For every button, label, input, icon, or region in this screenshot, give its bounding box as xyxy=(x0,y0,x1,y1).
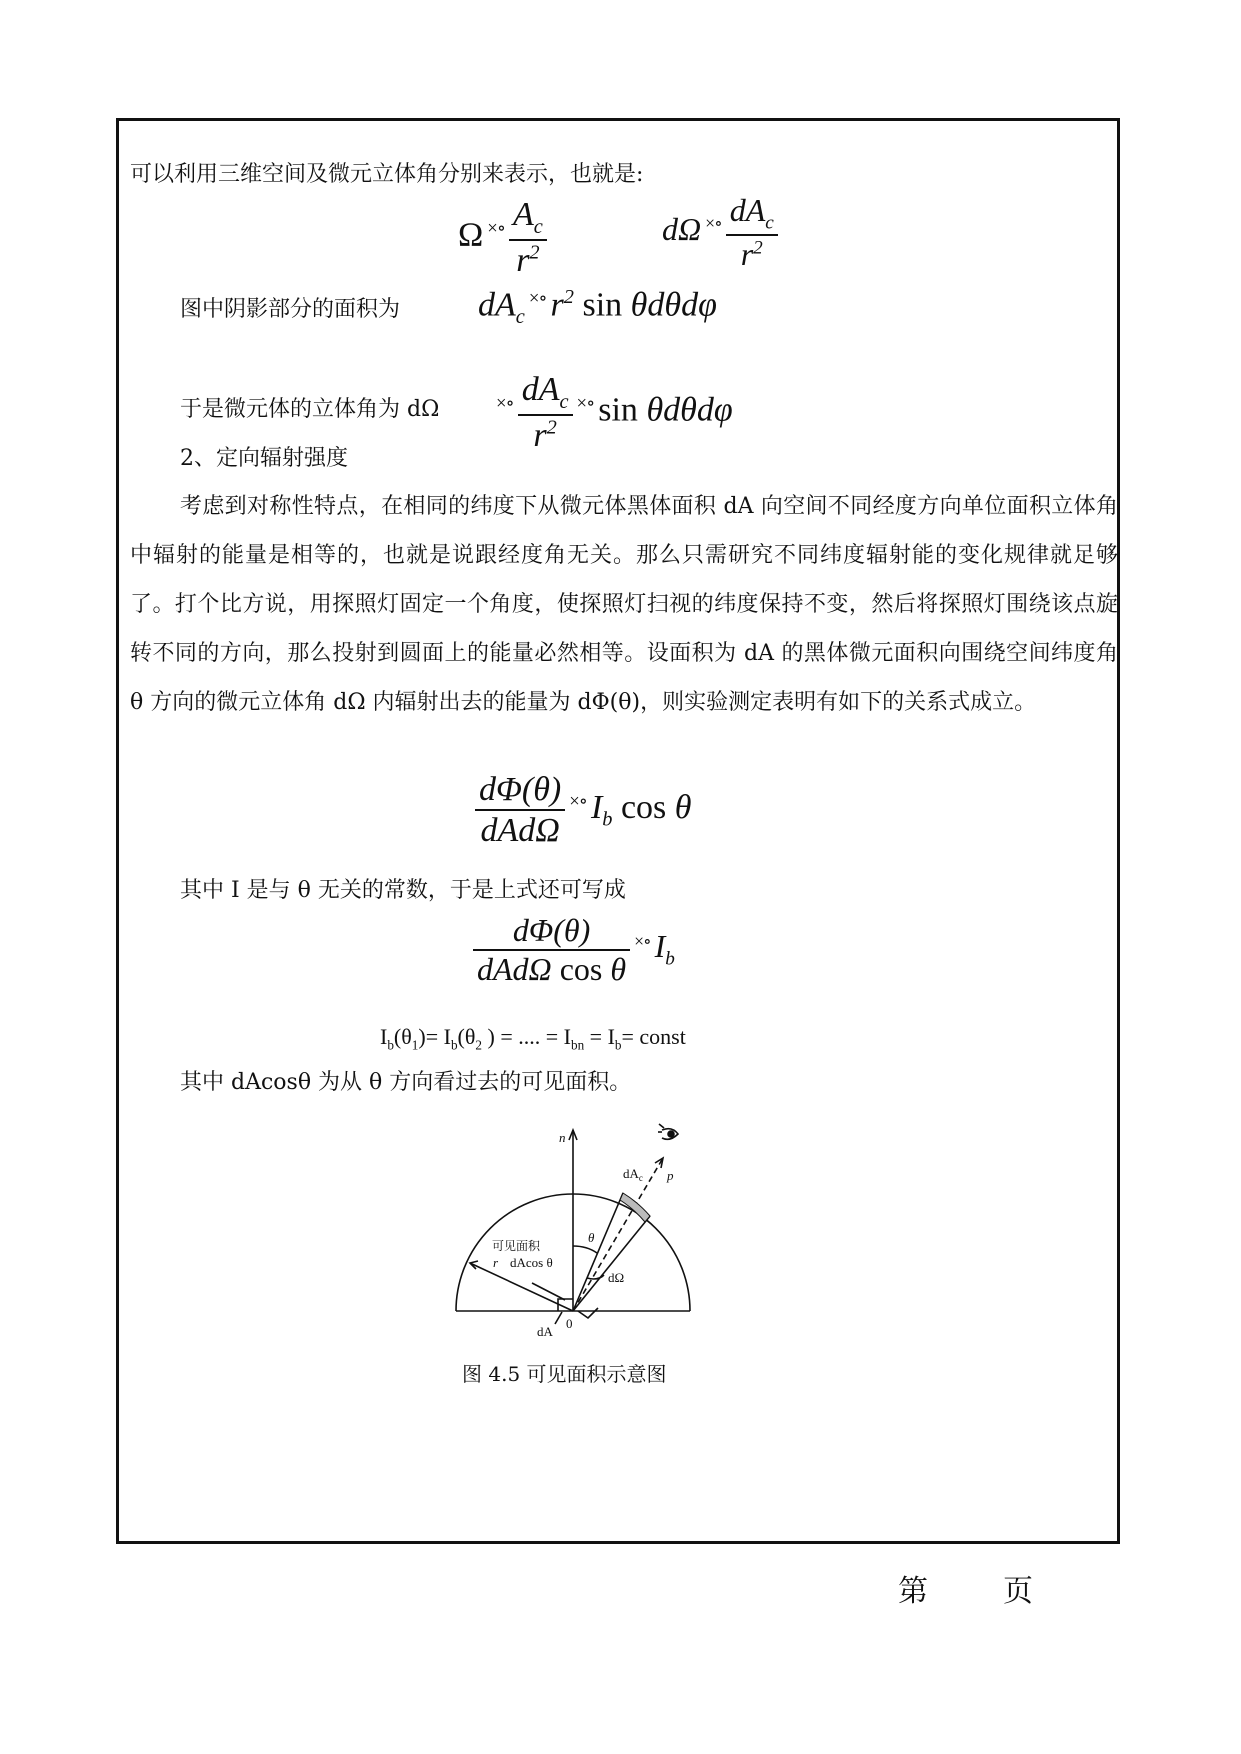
label-p: p xyxy=(667,1168,674,1183)
label-n: n xyxy=(559,1130,566,1145)
direction-line xyxy=(573,1158,663,1311)
formula-solid-angle-element: ×∘ $\frac{dA_c}{r^2}$ ×∘ sin θdθdφ xyxy=(496,371,733,455)
visible-area-diagram xyxy=(440,1118,710,1343)
label-zero: 0 xyxy=(566,1316,573,1331)
label-r: r xyxy=(493,1255,499,1270)
page-label-1: 第 xyxy=(898,1574,928,1609)
direction-arrowhead xyxy=(655,1158,663,1168)
constant-line: 其中 I 是与 θ 无关的常数，于是上式还可写成 xyxy=(180,878,626,903)
paragraph-main: 考虑到对称性特点，在相同的纬度下从微元体黑体面积 dA 向空间不同经度方向单位面积立体角中辐射的能量是相等的，也就是说跟经度角无关。那么只需研究不同纬度辐射能的变化规律就足够了。打个比方说，用探照灯固定一个角度，使探照灯扫视的纬度保持不变，然后将探照灯围绕该点旋转不同的方向，那么投射到圆面上的能量必然相等。设面积为 dA 的黑体微元面积向围绕空间纬度角 θ 方向的微元立体角 dΩ 内辐射出去的能量为 dΦ(θ)，则实验测定表明有如下的关系式成立。 xyxy=(130,494,1118,715)
visible-area-leader xyxy=(532,1283,565,1300)
label-theta: θ xyxy=(588,1230,595,1245)
intro-line: 可以利用三维空间及微元立体角分别来表示，也就是: xyxy=(130,162,644,187)
label-dac: $dA_c$ xyxy=(623,1166,643,1183)
label-da: dA xyxy=(537,1324,553,1339)
label-visible-area: 可见面积 xyxy=(492,1239,541,1253)
formula-area: $dA_c^{\times\circ}$ $r^2$ sin θdθdφ xyxy=(478,286,717,329)
const-equation: $I_b(\theta_1)= I_b(\theta_2$ ) = .... = $I_{bn} = I_b=$ const xyxy=(380,1024,686,1053)
da-leader xyxy=(555,1312,562,1324)
formula-diff-solid-angle: dΩ ×∘ $\frac{dA_c}{r^2}$ xyxy=(662,192,778,273)
shaded-area-label: 图中阴影部分的面积为 xyxy=(180,297,401,322)
label-dacos: dAcos θ xyxy=(510,1255,553,1270)
solid-angle-label: 于是微元体的立体角为 dΩ xyxy=(180,397,440,422)
dac-patch xyxy=(620,1193,650,1222)
section-heading: 2、定向辐射强度 xyxy=(180,446,348,471)
eye-icon xyxy=(658,1124,678,1139)
formula-solid-angle: Ω ×∘ $\frac{A_c}{r^2}$ xyxy=(458,195,547,280)
cone-edge-right xyxy=(573,1216,650,1311)
formula-intensity-2: $\frac{d\Phi(\theta)}{\text{dAdΩ cos θ}}$ ×∘ $I_b$ xyxy=(473,912,675,988)
visible-area-line: 其中 dAcosθ 为从 θ 方向看过去的可见面积。 xyxy=(180,1070,632,1095)
figure-caption: 图 4.5 可见面积示意图 xyxy=(462,1362,667,1386)
formula-intensity: $\frac{d\Phi(\theta)}{\text{dAdΩ}}$ ×∘ $I_b$ cos θ xyxy=(475,770,692,850)
tilted-area-marker xyxy=(578,1308,598,1318)
page-label-2: 页 xyxy=(1003,1574,1033,1609)
theta-arc xyxy=(573,1246,597,1253)
cone-edge-left xyxy=(573,1193,623,1311)
label-domega: dΩ xyxy=(608,1270,625,1285)
